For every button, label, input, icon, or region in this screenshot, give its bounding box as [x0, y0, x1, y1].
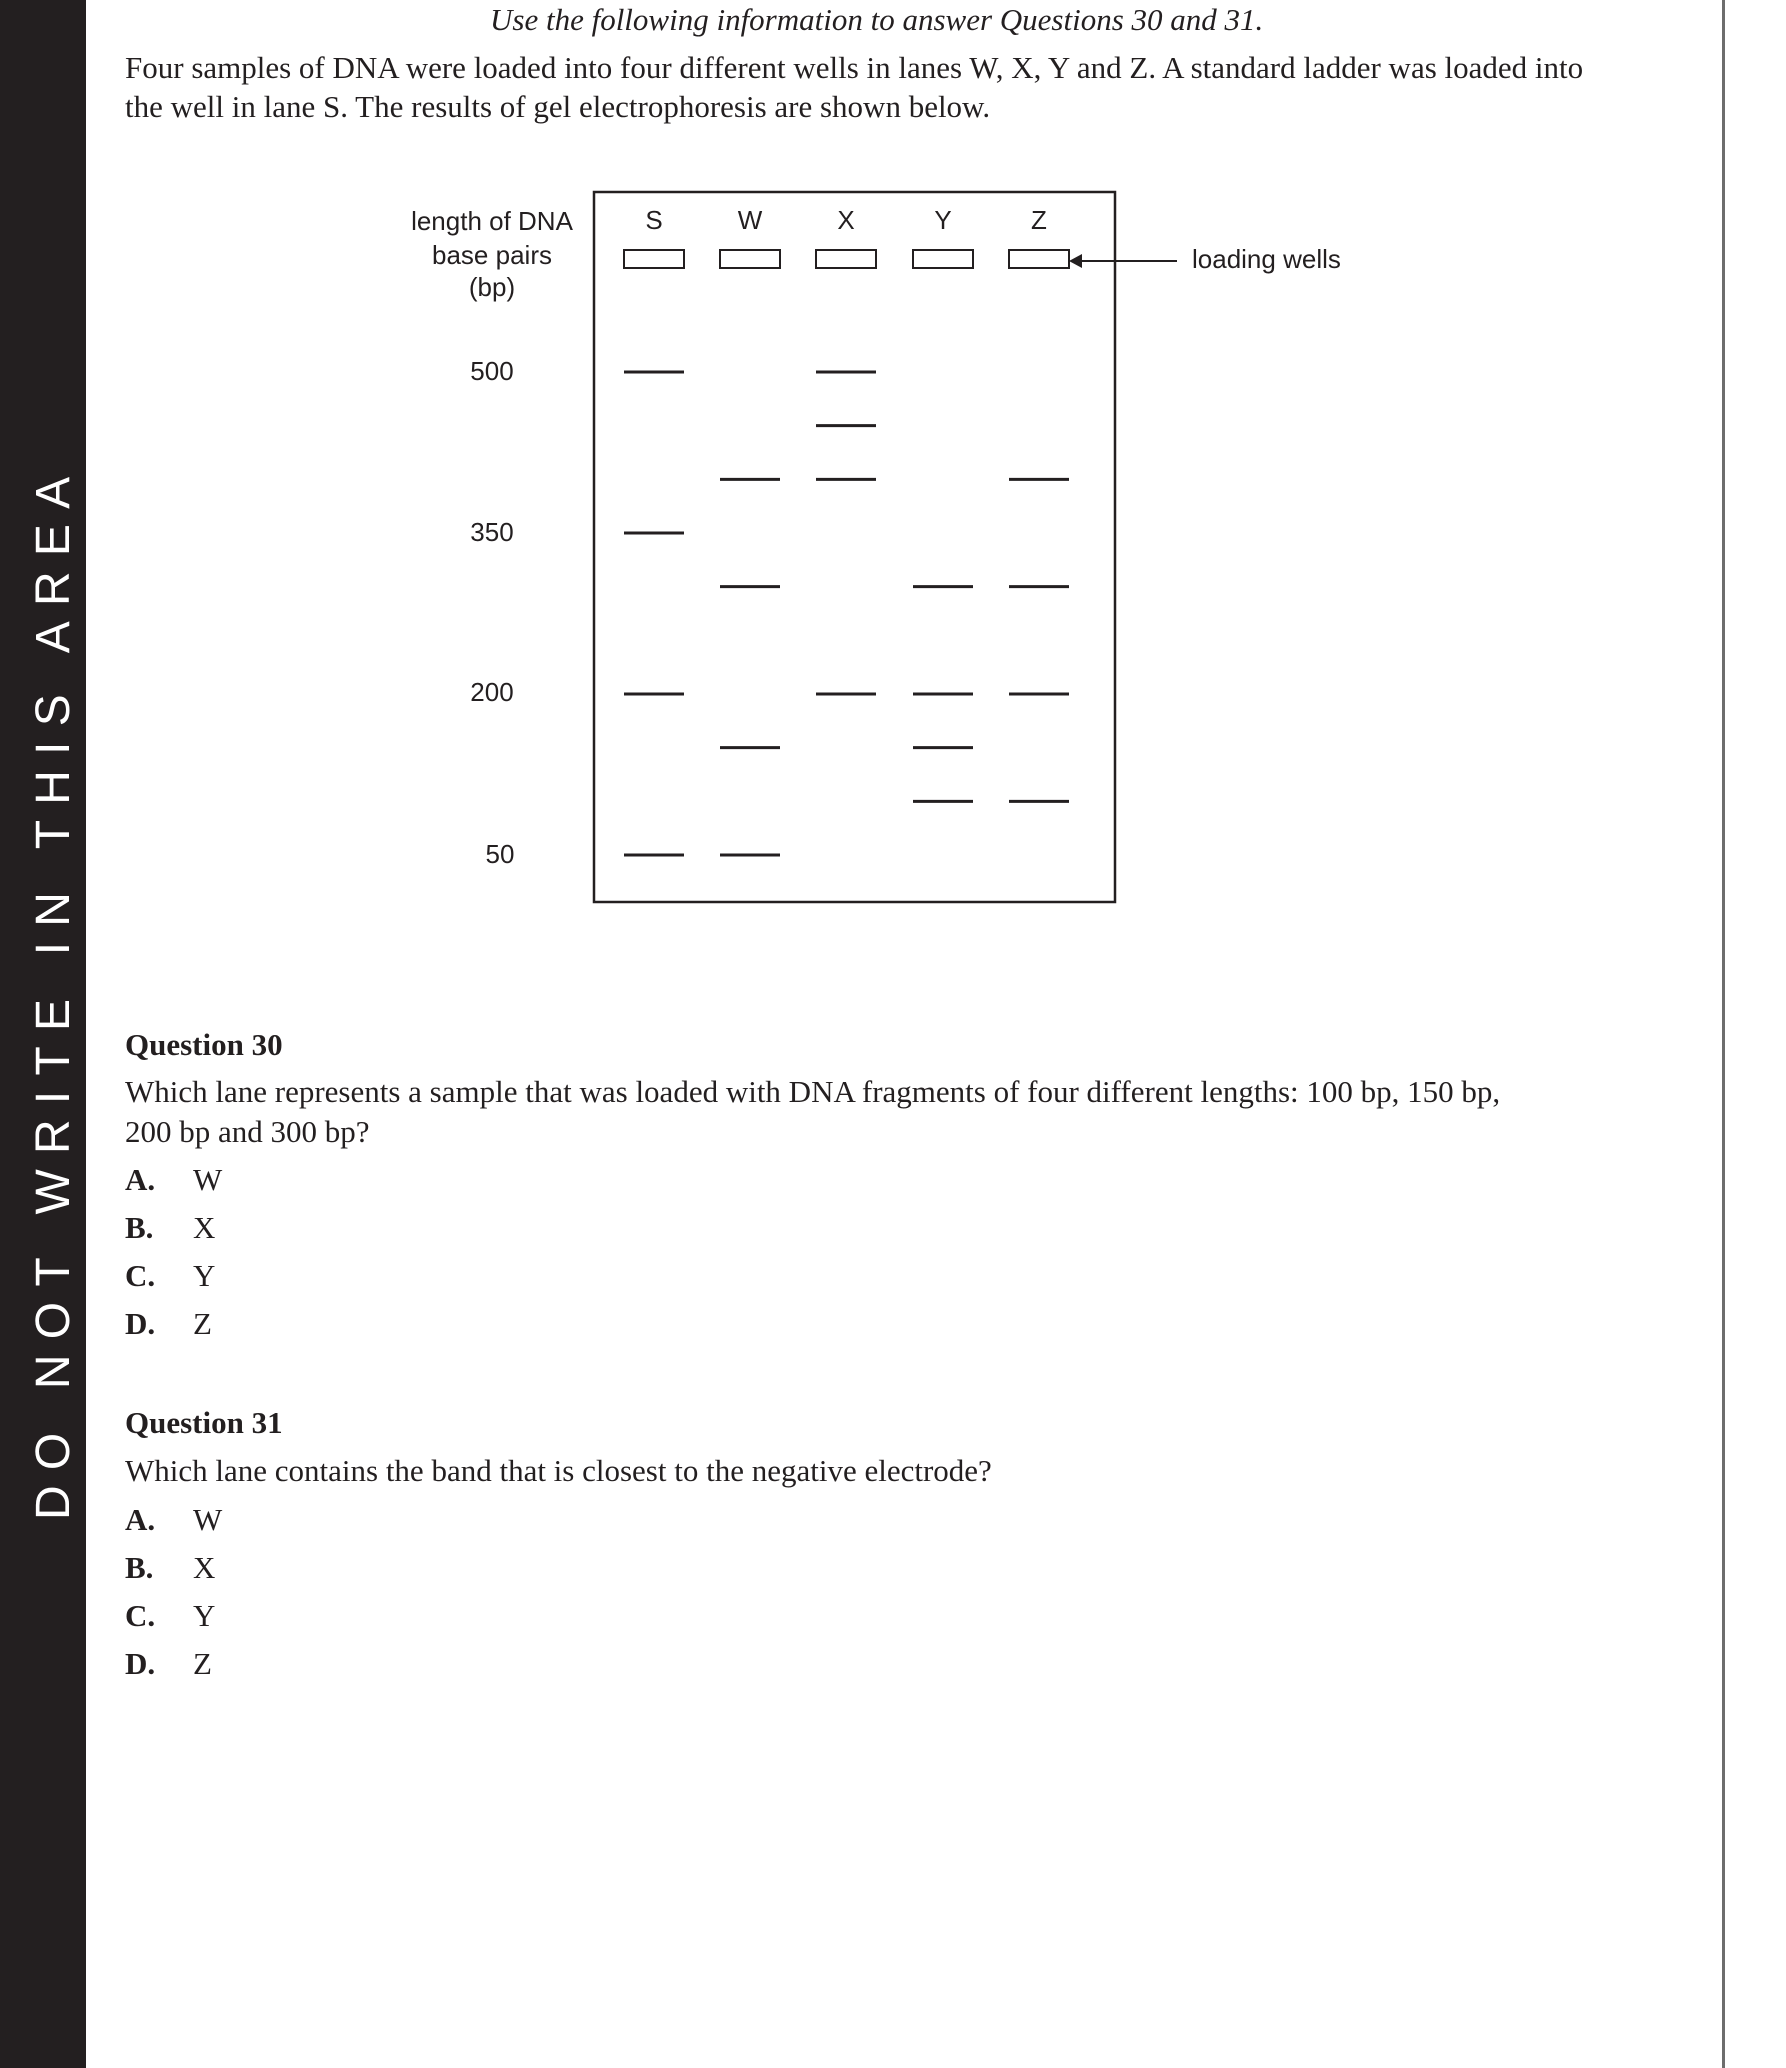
margin-warning: DO NOT WRITE IN THIS AREA	[27, 461, 80, 1520]
intro-text-line-2: the well in lane S. The results of gel electrophoresis are shown below.	[125, 89, 991, 124]
question-31-heading: Question 31	[125, 1405, 283, 1440]
axis-label-line-3: (bp)	[468, 272, 516, 302]
option-letter: B.	[125, 1210, 154, 1245]
loading-well-y	[913, 250, 973, 268]
ladder-tick-label: 350	[470, 517, 514, 547]
left-margin-bar	[0, 0, 86, 2068]
option-letter: C.	[125, 1598, 156, 1633]
loading-well-z	[1009, 250, 1069, 268]
loading-well-w	[720, 250, 780, 268]
page-right-border	[1722, 0, 1725, 2068]
gel-electrophoresis-figure	[390, 180, 1390, 920]
question-31-option-c[interactable]	[125, 1596, 215, 1636]
intro-instruction: Use the following information to answer Questions 30 and 31.	[490, 2, 1264, 37]
loading-well-s	[624, 250, 684, 268]
question-30-option-b[interactable]	[125, 1208, 215, 1248]
question-30-option-a[interactable]	[125, 1160, 222, 1200]
lane-label-z: Z	[1031, 205, 1047, 235]
option-text: Z	[193, 1306, 212, 1341]
axis-label-line-2: base pairs	[432, 240, 552, 270]
question-30-option-d[interactable]	[125, 1304, 212, 1344]
intro-text-line-1: Four samples of DNA were loaded into four different wells in lanes W, X, Y and Z. A standard ladder was loaded into	[125, 50, 1584, 85]
option-letter: A.	[125, 1502, 156, 1537]
lane-label-y: Y	[934, 205, 952, 235]
option-letter: A.	[125, 1162, 156, 1197]
question-30-heading: Question 30	[125, 1027, 283, 1062]
option-letter: C.	[125, 1258, 156, 1293]
lane-label-s: S	[645, 205, 663, 235]
option-text: Y	[193, 1598, 216, 1633]
question-30-stem-line-2: 200 bp and 300 bp?	[125, 1114, 370, 1149]
option-text: X	[193, 1210, 216, 1245]
axis-label-line-1: length of DNA	[411, 206, 573, 236]
question-31-option-a[interactable]	[125, 1500, 222, 1540]
option-letter: D.	[125, 1306, 156, 1341]
question-31-option-b[interactable]	[125, 1548, 215, 1588]
gel-frame	[594, 192, 1115, 902]
option-text: W	[193, 1162, 223, 1197]
loading-wells-label: loading wells	[1192, 244, 1341, 274]
option-letter: D.	[125, 1646, 156, 1681]
option-text: Z	[193, 1646, 212, 1681]
question-31-option-d[interactable]	[125, 1644, 212, 1684]
ladder-tick-label: 200	[470, 677, 514, 707]
option-text: X	[193, 1550, 216, 1585]
lane-label-x: X	[837, 205, 855, 235]
option-text: Y	[193, 1258, 216, 1293]
loading-wells-arrowhead	[1069, 254, 1082, 268]
ladder-tick-label: 500	[470, 356, 514, 386]
loading-well-x	[816, 250, 876, 268]
question-30-option-c[interactable]	[125, 1256, 215, 1296]
lane-label-w: W	[737, 205, 763, 235]
question-30-stem-line-1: Which lane represents a sample that was loaded with DNA fragments of four different lengths: 100 bp, 150 bp,	[125, 1074, 1501, 1109]
gel-bands	[624, 372, 1069, 855]
option-text: W	[193, 1502, 223, 1537]
ladder-tick-label: 50	[485, 839, 515, 869]
question-31-stem: Which lane contains the band that is closest to the negative electrode?	[125, 1453, 992, 1488]
option-letter: B.	[125, 1550, 154, 1585]
